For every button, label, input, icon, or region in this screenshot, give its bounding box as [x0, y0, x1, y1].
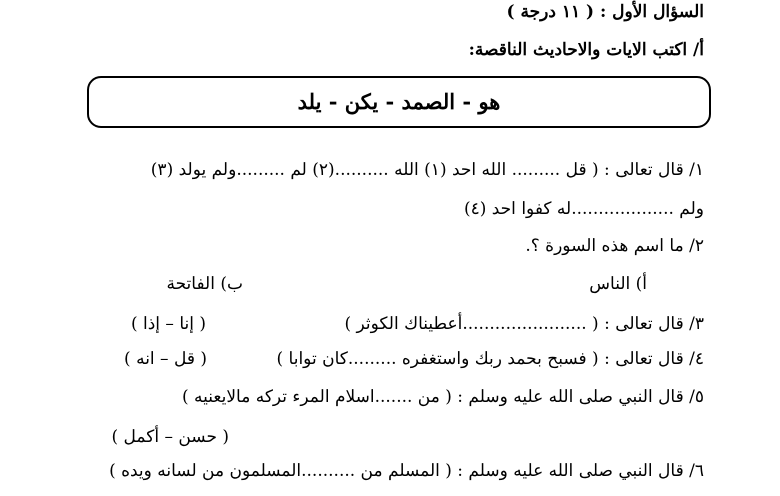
- question-5-choices: ( حسن – أكمل ): [111, 427, 229, 447]
- word-bank-box: [87, 76, 711, 128]
- question-4: ٤/ قال تعالى : ( فسبح بحمد ربك واستغفره .........كان توابا ): [276, 349, 704, 369]
- question-3: ٣/ قال تعالى : ( .......................أعطيناك الكوثر ): [344, 314, 704, 334]
- question-1-line-2: ولم ...................له كفوا احد (٤): [463, 199, 704, 219]
- question-5: ٥/ قال النبي صلى الله عليه وسلم : ( من .......اسلام المرء تركه مالايعنيه ): [181, 387, 704, 407]
- question-4-choices: ( قل – انه ): [124, 349, 207, 369]
- option-a: أ) الناس: [589, 274, 647, 294]
- instruction-heading: أ/ اكتب الايات والاحاديث الناقصة:: [468, 40, 704, 60]
- question-2: ٢/ ما اسم هذه السورة ؟.: [525, 236, 704, 256]
- option-b: ب) الفاتحة: [166, 274, 243, 294]
- question-3-choices: ( إنا – إذا ): [130, 314, 206, 334]
- question-6: ٦/ قال النبي صلى الله عليه وسلم : ( المسلم من ..........المسلمون من لسانه ويده ): [109, 461, 704, 481]
- question-1-line-1: ١/ قال تعالى : ( قل ......... الله احد (١) الله ..........(٢) لم .........ولم يولد (٣): [150, 160, 704, 180]
- word-bank-text: هو - الصمد - يكن - يلد: [297, 89, 501, 114]
- question-title: السؤال الأول : ( ١١ درجة ): [506, 2, 704, 22]
